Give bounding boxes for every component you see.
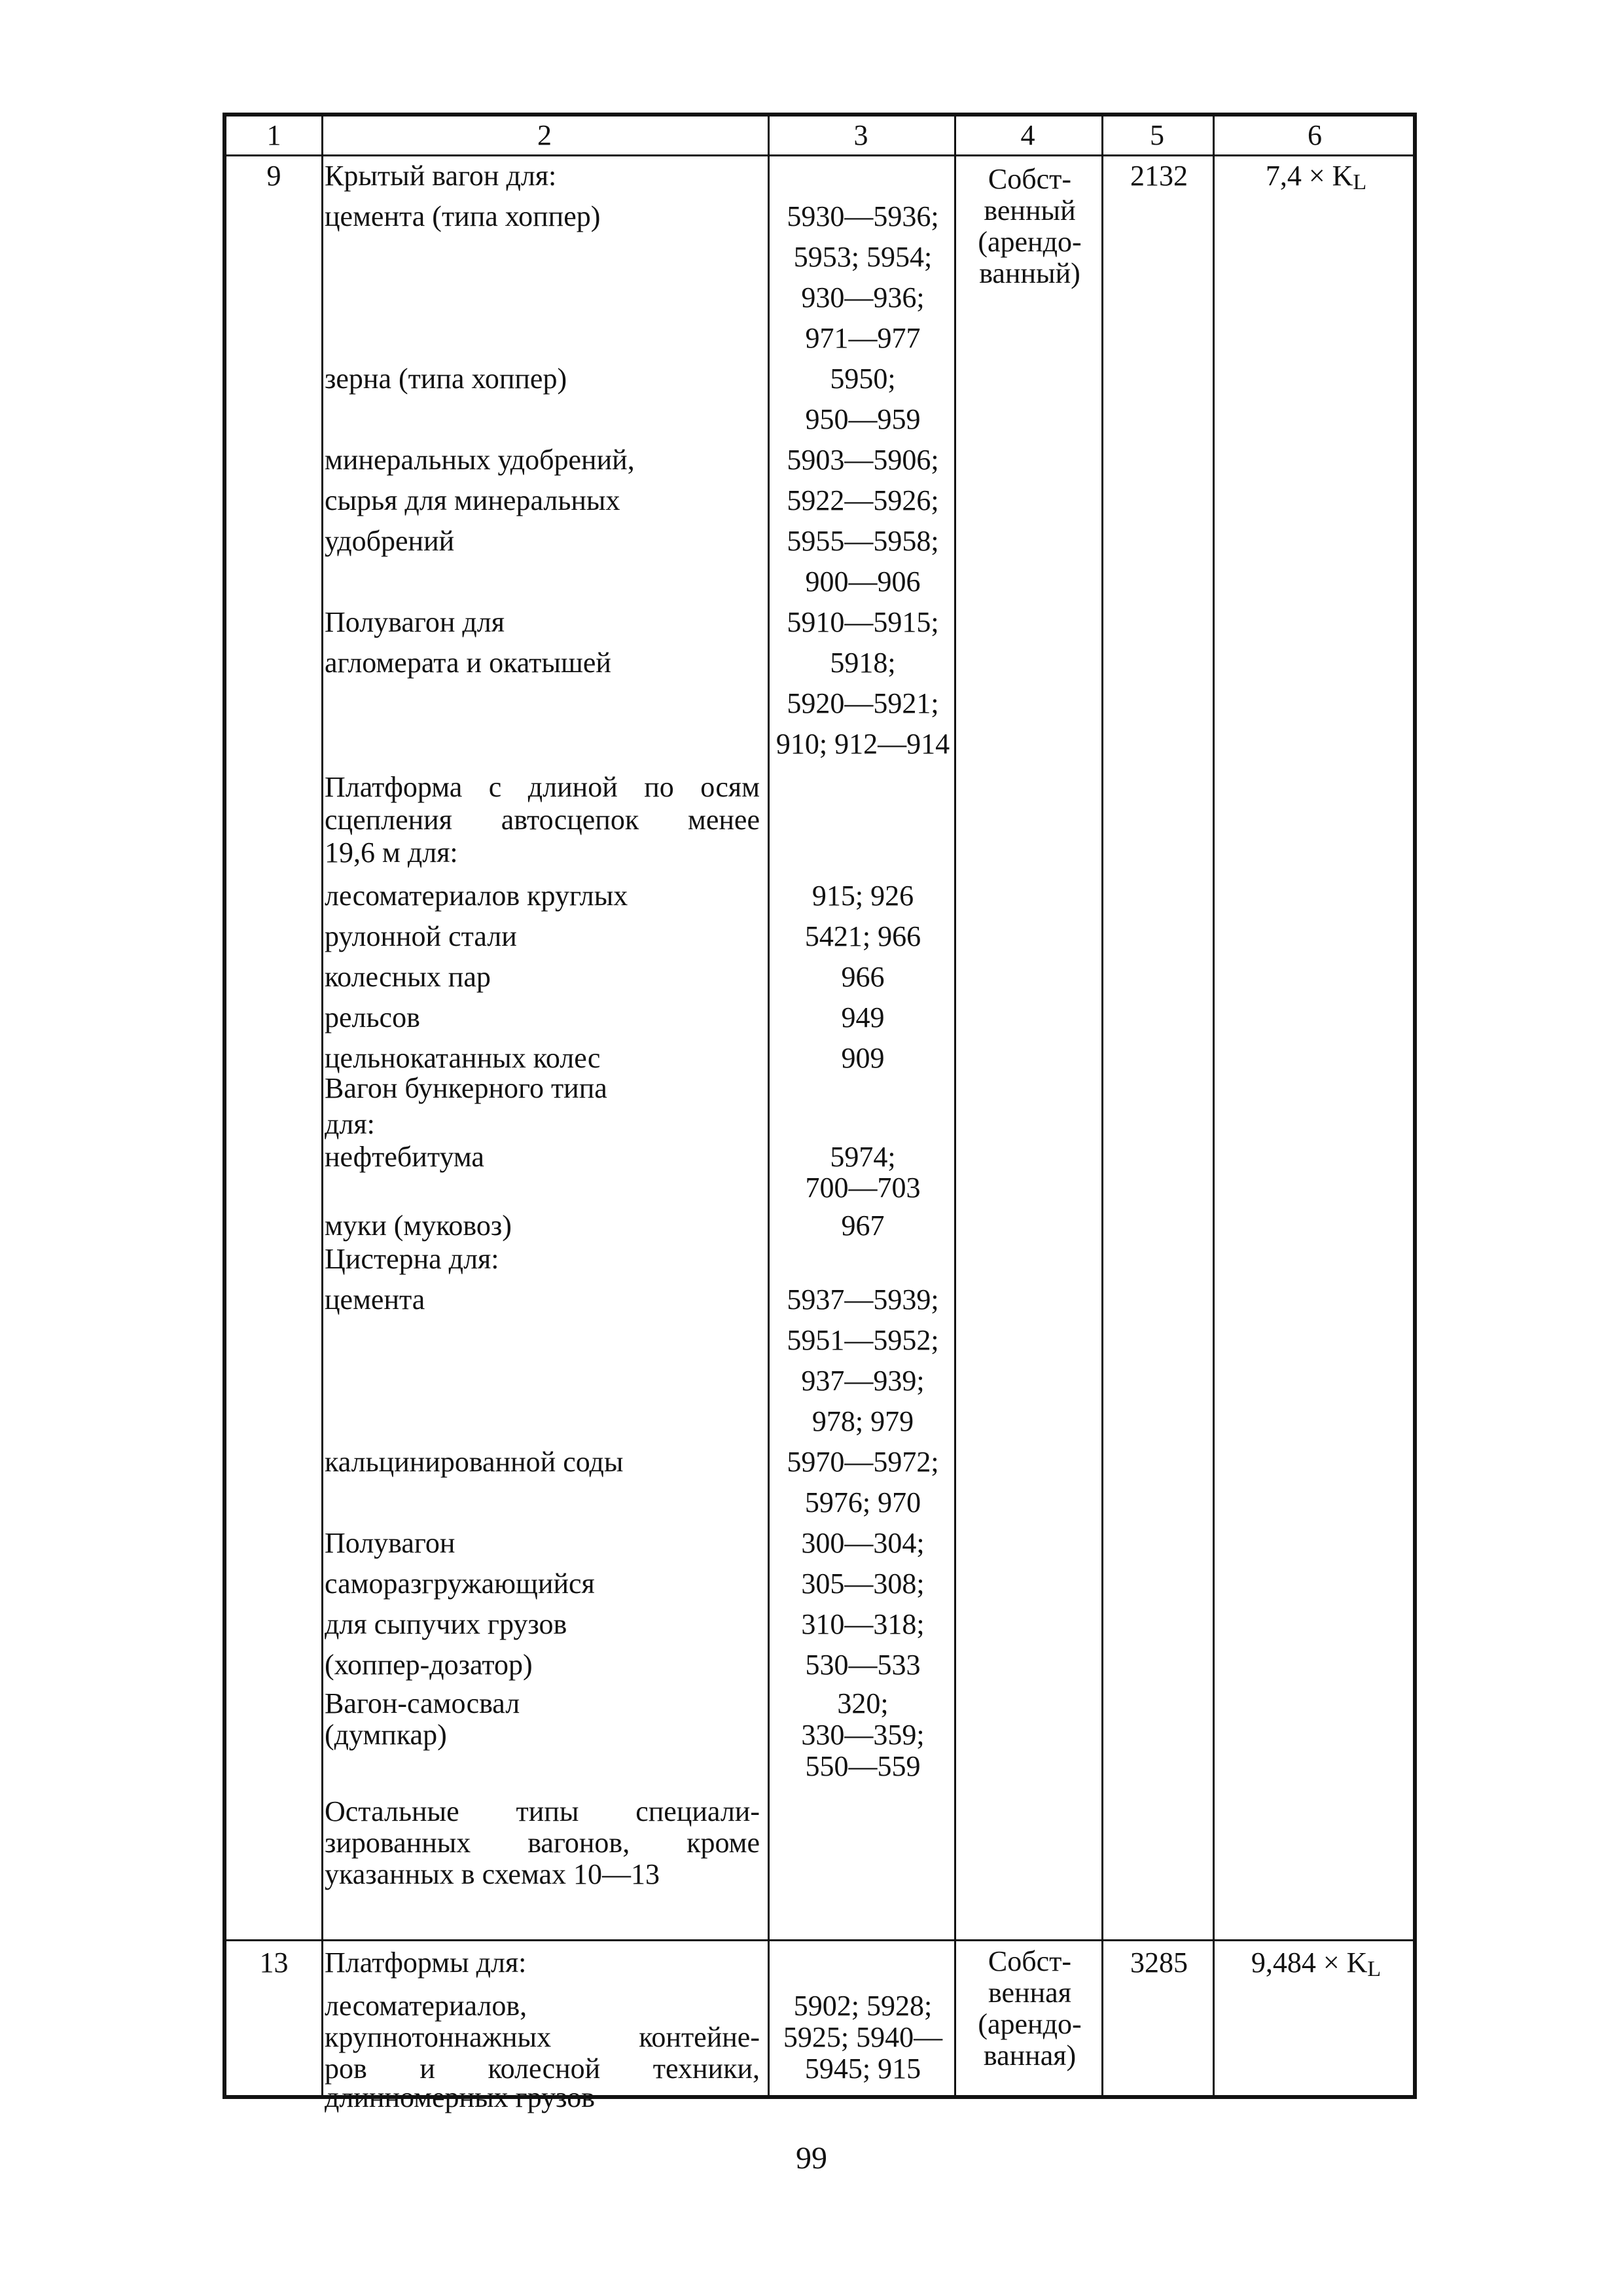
cargo-line: зерна (типа хоппер) xyxy=(325,363,567,395)
cargo-line: крупнотоннажных контейне- xyxy=(325,2021,760,2053)
value-cell: 3285 xyxy=(1130,1946,1188,1979)
cargo-line: цемента (типа хоппер) xyxy=(325,200,601,232)
header-cell: 1 xyxy=(266,119,281,151)
column-divider xyxy=(1101,117,1103,2095)
code-line: 950—959 xyxy=(805,403,921,435)
code-line: 5910—5915; xyxy=(787,606,939,638)
code-line: 937—939; xyxy=(801,1365,925,1397)
code-line: 330—359; xyxy=(801,1719,925,1751)
code-line: 5922—5926; xyxy=(787,484,939,516)
code-line: 305—308; xyxy=(801,1568,925,1600)
code-line: 5970—5972; xyxy=(787,1446,939,1478)
header-cell: 2 xyxy=(537,119,552,151)
owner-line: Собст- xyxy=(988,163,1072,195)
cargo-line: агломерата и окатышей xyxy=(325,647,611,679)
cargo-line: Полувагон xyxy=(325,1527,455,1559)
cargo-line: цемента xyxy=(325,1283,425,1316)
cargo-line: для сыпучих грузов xyxy=(325,1608,567,1640)
owner-cell xyxy=(956,164,1103,289)
code-line: 5955—5958; xyxy=(787,525,939,557)
code-line: 909 xyxy=(841,1042,885,1074)
code-line: 530—533 xyxy=(805,1649,921,1681)
owner-line: (арендо- xyxy=(978,2008,1082,2040)
cargo-line: Платформы для: xyxy=(325,1946,527,1979)
code-line: 966 xyxy=(841,961,885,993)
code-line: 550—559 xyxy=(805,1750,921,1782)
cargo-line: зированных вагонов, кроме xyxy=(325,1827,760,1859)
code-line: 5976; 970 xyxy=(804,1486,921,1518)
cargo-line: ров и колесной техники, xyxy=(325,2053,760,2085)
code-line: 700—703 xyxy=(805,1172,921,1204)
coefficient-subscript: L xyxy=(1367,1957,1382,1981)
cargo-line: кальцинированной соды xyxy=(325,1446,624,1478)
cargo-line: Полувагон для xyxy=(325,606,505,638)
cargo-line: Остальные типы специали- xyxy=(325,1795,760,1827)
cargo-line: лесоматериалов, xyxy=(325,1990,527,2022)
code-line: 949 xyxy=(841,1001,885,1033)
code-line: 5902; 5928; xyxy=(793,1990,933,2022)
cargo-line: лесоматериалов круглых xyxy=(325,880,628,912)
code-line: 930—936; xyxy=(801,281,925,314)
code-line: 978; 979 xyxy=(812,1405,914,1437)
code-line: 5953; 5954; xyxy=(793,241,933,273)
cargo-line: 19,6 м для: xyxy=(325,836,458,869)
cargo-line: цельнокатанных колес xyxy=(325,1042,601,1074)
cargo-line: для: xyxy=(325,1108,375,1140)
code-line: 5421; 966 xyxy=(804,920,921,952)
tariff-table xyxy=(223,113,1417,2113)
cargo-line: Цистерна для: xyxy=(325,1243,499,1275)
code-line: 5925; 5940— xyxy=(783,2021,943,2053)
code-line: 320; xyxy=(837,1687,889,1719)
owner-line: венная xyxy=(988,1977,1071,2009)
header-cell: 6 xyxy=(1308,119,1322,151)
coefficient-cell xyxy=(1215,156,1418,203)
value-cell: 2132 xyxy=(1130,160,1188,192)
owner-line: (арендо- xyxy=(978,226,1082,258)
code-line: 900—906 xyxy=(805,565,921,598)
cargo-line: рельсов xyxy=(325,1001,420,1033)
page-number: 99 xyxy=(796,2141,827,2176)
owner-line: ванная) xyxy=(983,2039,1077,2072)
cargo-line: саморазгружающийся xyxy=(325,1568,595,1600)
cargo-line: Вагон бункерного типа xyxy=(325,1072,607,1104)
column-divider xyxy=(1213,117,1215,2095)
code-line: 5951—5952; xyxy=(787,1324,939,1356)
cargo-line: удобрений xyxy=(325,525,455,557)
coefficient-subscript: L xyxy=(1353,170,1367,194)
cargo-line: Крытый вагон для: xyxy=(325,160,557,192)
header-cell: 5 xyxy=(1150,119,1164,151)
code-line: 5930—5936; xyxy=(787,200,939,232)
cargo-line: указанных в схемах 10—13 xyxy=(325,1858,660,1890)
code-line: 310—318; xyxy=(801,1608,925,1640)
coefficient-cell xyxy=(1215,1943,1418,1990)
cargo-line: (хоппер-дозатор) xyxy=(325,1649,533,1681)
code-line: 5920—5921; xyxy=(787,687,939,719)
cargo-line: муки (муковоз) xyxy=(325,1210,512,1242)
owner-line: венный xyxy=(984,194,1076,226)
column-divider xyxy=(321,117,323,2095)
cargo-line: минеральных удобрений, xyxy=(325,444,635,476)
owner-cell xyxy=(956,1946,1103,2072)
cargo-line: длинномерных грузов xyxy=(325,2081,595,2113)
cargo-line: нефтебитума xyxy=(325,1141,484,1173)
cargo-line: Вагон-самосвал xyxy=(325,1687,520,1719)
code-line: 5945; 915 xyxy=(804,2053,921,2085)
cargo-line: сырья для минеральных xyxy=(325,484,620,516)
code-line: 5950; xyxy=(830,363,896,395)
code-line: 5918; xyxy=(830,647,896,679)
code-line: 910; 912—914 xyxy=(776,728,950,760)
code-line: 5937—5939; xyxy=(787,1283,939,1316)
code-line: 915; 926 xyxy=(812,880,914,912)
owner-line: Собст- xyxy=(988,1945,1072,1977)
cargo-line: (думпкар) xyxy=(325,1719,447,1751)
coefficient-value: 7,4 × K xyxy=(1265,160,1353,192)
code-line: 971—977 xyxy=(805,322,921,354)
row-number: 13 xyxy=(259,1946,289,1979)
code-line: 967 xyxy=(841,1210,885,1242)
cargo-line: рулонной стали xyxy=(325,920,517,952)
header-cell: 4 xyxy=(1020,119,1035,151)
code-line: 5903—5906; xyxy=(787,444,939,476)
row-divider xyxy=(226,1939,1413,1941)
coefficient-value: 9,484 × K xyxy=(1251,1946,1368,1979)
cargo-line: сцепления автосцепок менее xyxy=(325,804,760,836)
header-cell: 3 xyxy=(853,119,868,151)
code-line: 5974; xyxy=(830,1141,896,1173)
row-number: 9 xyxy=(266,160,281,192)
cargo-line: колесных пар xyxy=(325,961,491,993)
code-line: 300—304; xyxy=(801,1527,925,1559)
cargo-line: Платформа с длиной по осям xyxy=(325,771,760,803)
owner-line: ванный) xyxy=(979,257,1080,289)
